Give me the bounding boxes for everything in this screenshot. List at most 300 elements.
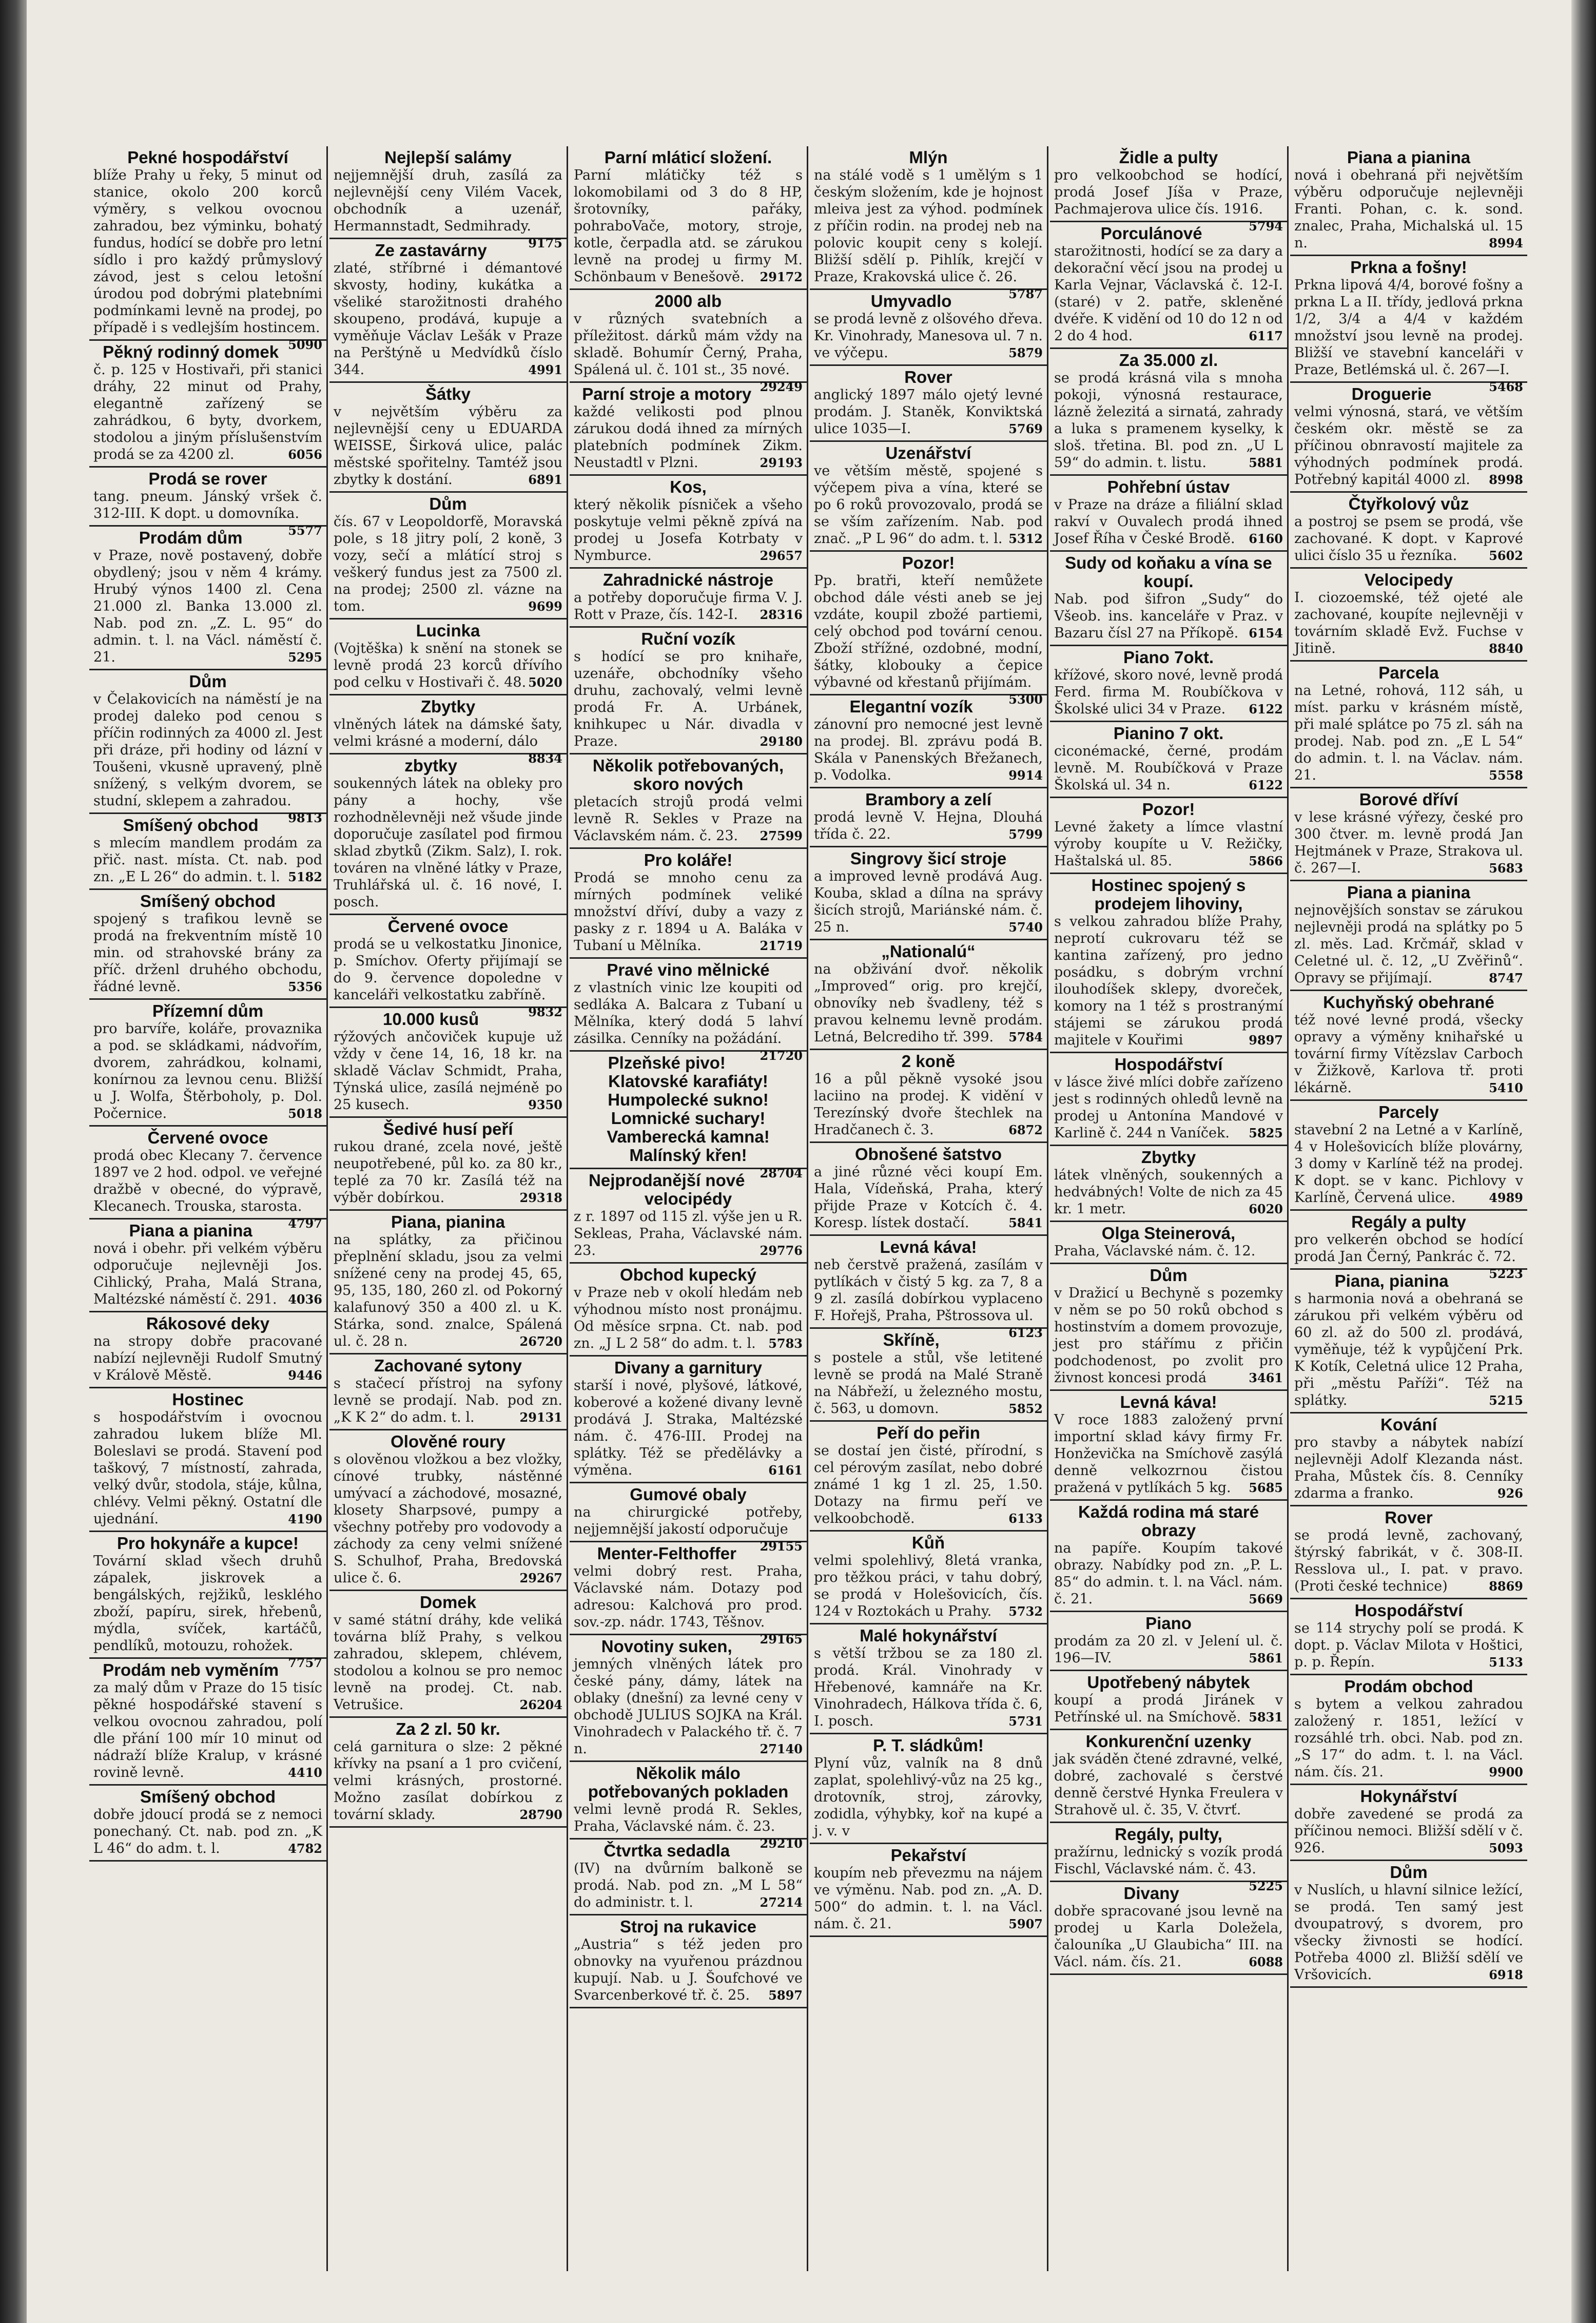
ad-body: látek vlněných, soukenných a hedvábných! Volte de nich za 45 kr. 1 metr. 6020 (1054, 1167, 1283, 1217)
ad-number: 5732 (1008, 1604, 1043, 1619)
ad-number: 5787 (1008, 286, 1043, 301)
ad-body: na obživání dvoř. několik „Improved“ orig. pro krejčí, obnovíky neb švadleny, též s pravou kelnemu levně prodám. Letná, Belcrediho tř. 399. 5784 (814, 961, 1043, 1045)
classified-ad (329, 1118, 567, 1211)
classified-ad (89, 341, 326, 468)
classified-ad (1290, 662, 1527, 788)
ad-body: č. p. 125 v Hostivaři, při stanici dráhy, 22 minut od Prahy, elegantně zařízený se zahrádkou, 6 byty, dvorkem, stodolou a jiným příslušenstvím prodá se za 4200 zl. 6056 (93, 362, 322, 462)
classified-ad (89, 1388, 326, 1532)
classified-ad (570, 1357, 807, 1483)
scan-right-edge (1571, 0, 1596, 2323)
ad-number: 5731 (1008, 1714, 1043, 1729)
ad-body: starší i nové, plyšové, látkové, koberové a kožené divany levně prodává J. Straka, Maltézské nám. č. 476-III. Prodej na splátky. Též se předělávky a výměna. 6161 (574, 1378, 803, 1478)
ad-body: s stačecí přístroj na syfony levně se prodají. Nab. pod zn. „K K 2“ do adm. t. l. 29131 (334, 1376, 562, 1425)
ad-title: Zbytky (420, 697, 476, 716)
ad-body: dobře zavedené se prodá za příčinou nemoci. Bližší sdělí v č. 926. 5093 (1294, 1806, 1523, 1856)
classified-ad (329, 1430, 567, 1591)
ad-title: Konkurenční uzenky (1085, 1732, 1252, 1751)
ad-title: Šedivé husí peří (383, 1119, 513, 1138)
ad-body: Pp. bratři, kteří nemůžete obchod dále vésti aneb se jej vzdáte, koupil zbožé partiemi, celý obchod pod tovární cenou. Zboží střížné, ozdobné, modní, šátky, klobouky a čepice výbavné od křestanů přijímám. 5300 (814, 573, 1043, 707)
ad-title: Pozor! (1142, 800, 1195, 819)
classified-ad (570, 959, 807, 1063)
ad-body: s větší tržbou se za 180 zl. prodá. Král. Vinohrady v Hřebenové, kamnáře na Kr. Vinohradech, Hálkova třída č. 6, I. posch. 5731 (814, 1646, 1043, 1729)
ad-body: jak sváděn čtené zdravné, velké, dobré, zachovalé s čerstvé denně čerstvé Hynka Freulera v Strahově ul. č. 35, V. čtvrť. (1054, 1751, 1283, 1818)
ad-body: na chirurgické potřeby, nejjemnější jakostí odporučuje 29155 (574, 1504, 803, 1554)
classified-ad (1050, 646, 1287, 722)
ad-number: 5784 (1008, 1030, 1043, 1044)
ad-number: 29172 (760, 269, 803, 284)
classified-ad (329, 146, 567, 250)
classified-ad (810, 146, 1047, 301)
ad-number: 6056 (288, 447, 322, 462)
ad-body: a jiné různé věci koupí Em. Hala, Vídeňská, Praha, který přijde Praze v Kotcích č. 4. Koresp. lístek dostačí. 5841 (814, 1164, 1043, 1231)
classified-ad (329, 1718, 567, 1828)
ad-title: Dům (1390, 1863, 1428, 1882)
ad-body: v Nuslích, u hlavní silnice ležící, se prodá. Ten samý jest dvoupatrový, s dvorem, pro všecky živnosti se hodící. Potřeba 4000 zl. Bližší sdělí ve Vršovicích. 6918 (1294, 1882, 1523, 1983)
ad-title: Levná káva! (880, 1237, 977, 1256)
ad-body: křížové, skoro nové, levně prodá Ferd. firma M. Roubíčkova v Školské ulici 34 v Praze. 6122 (1054, 667, 1283, 717)
classified-ad (810, 1734, 1047, 1844)
column-2 (329, 146, 568, 2271)
ad-title: Domek (419, 1593, 477, 1612)
ad-title: Kos, (670, 477, 707, 496)
ad-body: zlaté, stříbrné i démantové skvosty, hodiny, kukátka a všeliké starožitnosti drahého skoupeno, prodává, kupuje a vyměňuje Václav Lešák v Praze na Perštýně u Medvídků číslo 344. 4991 (334, 260, 562, 378)
ad-title: Piano 7okt. (1123, 648, 1214, 667)
classified-ad (1050, 349, 1287, 476)
ad-number: 6117 (1249, 328, 1283, 343)
classified-ad (810, 366, 1047, 442)
ad-number: 5897 (768, 1988, 803, 2003)
scan-left-edge (0, 0, 27, 2323)
ad-body: stavební 2 na Letné a v Karlíně, 4 v Holešovicích blíže plovárny, 3 domy v Karlíně též na prodej. K dopt. se v kanc. Pichlovy v Karlíně, Červená ulice. 4989 (1294, 1122, 1523, 1206)
ad-title: Regály a pulty (1351, 1212, 1466, 1231)
ad-number: 4036 (288, 1292, 322, 1307)
ad-title: Rover (1385, 1508, 1433, 1527)
ad-title: Upotřebený nábytek (1087, 1673, 1250, 1692)
classified-ad (570, 1264, 807, 1357)
ad-title: Piana a pianina (129, 1221, 252, 1240)
ad-title: Kování (1380, 1415, 1437, 1434)
ad-title: Hokynářství (1360, 1787, 1457, 1806)
column-5 (1050, 146, 1289, 2271)
ad-number: 926 (1497, 1486, 1523, 1501)
ad-title: Pěkný rodinný domek (103, 342, 279, 361)
ad-number: 5300 (1008, 692, 1043, 707)
ad-body: dobře jdoucí prodá se z nemoci ponechaný. Ct. nab. pod zn. „K L 46“ do adm. t. l. 4782 (93, 1807, 322, 1856)
ad-title: Za 35.000 zl. (1119, 351, 1218, 370)
ad-body: Tovární sklad všech druhů zápalek, jiskrovek a bengálských, rejžiků, lesklého zboží, papíru, sirek, hřebenů, mýdla, svíček, kartáčů, pendlíků, motouzu, rohožek. 7757 (93, 1553, 322, 1670)
ad-body: koupím neb převezmu na nájem ve výměnu. Nab. pod zn. „A. D. 500“ do admin. t. l. na Václ. nám. č. 21. 5907 (814, 1865, 1043, 1932)
ad-number: 5223 (1489, 1266, 1523, 1281)
classified-ad (1290, 991, 1527, 1101)
ad-number: 29155 (760, 1539, 803, 1554)
ad-body: v Praze neb v okolí hledám neb výhodnou místo nost pronájmu. Od měsíce srpna. Ct. nab. pod zn. „J L 2 58“ do adm. t. l. 5783 (574, 1285, 803, 1351)
ad-body: na stálé vodě s 1 umělým s 1 českým složením, kde je hojnost mleiva jest za výhod. podmínek z příčin rodin. na prodej neb na polovic koupit ceny s kolejí. Bližší sdělí p. Pihlík, krejčí v Praze, Krakovská ulice č. 26. 5787 (814, 167, 1043, 301)
ad-body: s mlecím mandlem prodám za přič. nast. místa. Ct. nab. pod zn. „E L 26“ do admin. t. l. 5182 (93, 835, 322, 885)
classified-ad (1050, 1146, 1287, 1222)
ad-title: Kůň (911, 1533, 945, 1552)
ad-number: 4410 (288, 1765, 322, 1780)
ad-body: a postroj se psem se prodá, vše zachované. K dopt. v Kaprové ulici číslo 35 u řezníka. 5602 (1294, 514, 1523, 564)
classified-ad (329, 1008, 567, 1118)
ad-body: a potřeby doporučuje firma V. J. Rott v Praze, čís. 142-I. 28316 (574, 590, 803, 623)
classified-ad (810, 695, 1047, 788)
ad-title: Piana, pianina (391, 1212, 505, 1231)
ad-title: Piana a pianina (1347, 148, 1471, 167)
ad-number: 8998 (1489, 472, 1523, 487)
ad-title: Prodám dům (139, 528, 243, 547)
ad-title: Přízemní dům (152, 1001, 264, 1020)
ad-number: 29776 (760, 1243, 803, 1258)
ad-body: v Praze na dráze a filiální sklad rakví v Ouvalech prodá ihned Josef Říha v České Brodě. 6160 (1054, 497, 1283, 547)
ad-body: I. ciozoemské, též ojeté ale zachované, koupíte nejlevněji v továrním skladě Evž. Fuchse v Jitině. 8840 (1294, 590, 1523, 656)
ad-body: rýžových ančoviček kupuje už vždy v čene 14, 16, 18 kr. na skladě Václav Schmidt, Praha, Týnská ulice, zasílá nejméně po 25 kusech. 9350 (334, 1029, 562, 1113)
ad-title: Smíšený obchod (123, 816, 259, 835)
ad-body: velmi levně prodá R. Sekles, Praha, Václavské nám. č. 23. 29210 (574, 1802, 803, 1851)
ad-number: 4190 (288, 1512, 322, 1526)
ad-body: velmi dobrý rest. Praha, Václavské nám. Dotazy pod adresou: Kalchová pro prod. sov.-zp. nádr. 1743, Těšnov. 29165 (574, 1563, 803, 1647)
ad-title: Olga Steinerová, (1101, 1224, 1236, 1243)
ad-number: 5093 (1489, 1841, 1523, 1855)
classified-ad (810, 1532, 1047, 1624)
ad-title: Elegantní vozík (849, 697, 973, 716)
ad-body: (IV) na dvůrním balkoně se prodá. Nab. pod zn. „M L 58“ do administr. t. l. 27214 (574, 1861, 803, 1910)
ad-title: Velocipedy (1364, 570, 1453, 589)
ad-title: Skříně, (883, 1330, 940, 1349)
ad-title: Ruční vozík (641, 629, 735, 648)
ad-title: Parcela (1378, 663, 1439, 682)
ad-number: 21719 (760, 938, 803, 953)
ad-title: Dům (189, 672, 227, 691)
classified-ad (329, 383, 567, 493)
classified-ad (89, 1786, 326, 1862)
ad-body: pro velkoobchod se hodící, prodá Josef Jíša v Praze, Pachmajerova ulice čís. 1916. 5794 (1054, 167, 1283, 234)
classified-ad (329, 915, 567, 1019)
classified-ad (1050, 1264, 1287, 1391)
ad-title: Gumové obaly (630, 1485, 747, 1504)
ad-body: se prodá krásná vila s mnoha pokoji, výnosná restaurace, lázně železitá a sirnatá, zahrady a luka s pramenem kyselky, k sloš. třetina. Bl. pod zn. „U L 59“ do admin. t. listu. 5881 (1054, 370, 1283, 471)
ad-body: s hodící se pro knihaře, uzenáře, obchodníky všeho druhu, zachovalý, velmi levně prodá Fr. A. Urbánek, knihkupec u Nár. divadla v Praze. 29180 (574, 649, 803, 749)
ad-title: 2 koně (901, 1052, 956, 1071)
ad-body: Levné žakety a límce vlastní výroby koupíte u V. Režičky, Haštalská ul. 85. 5866 (1054, 819, 1283, 869)
ad-body: prodám za 20 zl. v Jelení ul. č. 196—IV. 5861 (1054, 1633, 1283, 1666)
ad-title: Sudy od koňaku a vína se koupí. (1065, 553, 1272, 591)
ad-body: pro velkerén obchod se hodící prodá Jan Černý, Pankrác č. 72. 5223 (1294, 1232, 1523, 1281)
classified-ad (329, 1211, 567, 1354)
ad-number: 6872 (1008, 1122, 1043, 1137)
classified-ad (1290, 881, 1527, 991)
ad-title: Stroj na rukavice (620, 1917, 756, 1936)
ad-body: starožitnosti, hodící se za dary a dekorační věcí jsou na prodej u Karla Vejnar, Václavská č. 12-I. (staré) v 2. patře, skleněné dvéře. K vidění od 10 do 12 n od 2 do 4 hod. 6117 (1054, 243, 1283, 344)
classified-ad (1290, 1414, 1527, 1506)
ad-title: Čtyřkolový vůz (1348, 494, 1469, 513)
classified-ad (570, 1915, 807, 2008)
ad-body: pro barvíře, koláře, provaznika a pod. se skládkami, nádvořím, dvorem, zahrádkou, kolnami, konírnou za levnou cenu. Bližší u J. Wolfa, Štěrboholy, p. Dol. Počernice. 5018 (93, 1021, 322, 1121)
ad-number: 5312 (1008, 531, 1043, 546)
ad-number: 5356 (288, 979, 322, 994)
ad-title: Několik málo potřebovaných pokladen (588, 1764, 789, 1801)
classified-ad (570, 476, 807, 569)
ad-number: 27140 (760, 1741, 803, 1756)
ad-body: v lásce živé mlíci dobře zařízeno jest s rodinných ohledů levně na prodej u Antonína Mandové v Karlině č. 244 n Vaníček. 5825 (1054, 1074, 1283, 1141)
ad-number: 29165 (760, 1632, 803, 1647)
classified-ad (329, 493, 567, 620)
ad-number: 5740 (1008, 920, 1043, 935)
ad-body: pro stavby a nábytek nabízí nejlevněji Adolf Klezanda nást. Praha, Můstek čís. 8. Cenníky zdarma a franko. 926 (1294, 1435, 1523, 1501)
classified-ad (1290, 788, 1527, 881)
ad-body: se dostaí jen čisté, přírodní, s cel pérovým zasílat, nebo dobré známé 1 kg 1 zl. 25, 1.50. Dotazy na firmu peří ve velkoobchodě. 6133 (814, 1443, 1043, 1526)
ad-body: čís. 67 v Leopoldorfě, Moravská pole, s 18 jitry polí, 2 koně, 3 vozy, sečí a mlátící stroj s veškerý fundus jest za 7500 zl. na prodej; 2500 zl. vázne na tom. 9699 (334, 514, 562, 614)
ad-body: na stropy dobře pracované nabízí nejlevněji Rudolf Smutný v Králově Městě. 9446 (93, 1333, 322, 1383)
ad-number: 5685 (1249, 1480, 1283, 1495)
ad-title: Pravé vino mělnické (607, 960, 770, 979)
ad-title: Smíšený obchod (140, 1787, 276, 1806)
ad-body: rukou drané, zcela nové, ještě neupotřebené, půl ko. za 80 kr., teplé za 70 kr. Zasílá též na výběr dobírkou. 29318 (334, 1139, 562, 1206)
classified-ad (1050, 476, 1287, 552)
ad-number: 8840 (1489, 641, 1523, 656)
ad-body: prodá se u velkostatku Jinonice, p. Smíchov. Oferty přijímají se do 9. července dopoledne v kanceláři velkostatku zabříně. 9832 (334, 936, 562, 1019)
ad-number: 4797 (288, 1216, 322, 1231)
ad-title: Každá rodina má staré obrazy (1078, 1502, 1259, 1540)
ad-title: Novotiny suken, (601, 1637, 732, 1656)
ad-body: též nové levné prodá, všecky opravy a výměny knihařské u tovární firmy Vítězslav Carboch v Žižkově, Karlova tř. proti lékárně. 5410 (1294, 1012, 1523, 1096)
ad-number: 5577 (288, 523, 322, 538)
ad-number: 5794 (1249, 219, 1283, 234)
classified-ad (810, 1844, 1047, 1937)
ad-title: Zbytky (1141, 1148, 1196, 1167)
ad-number: 9832 (528, 1004, 562, 1019)
ad-number: 5783 (768, 1336, 803, 1351)
ad-body: v Praze, nově postavený, dobře obydlený; jsou v něm 4 krámy. Hrubý výnos 1400 zl. Cena 21.000 zl. Banka 13.000 zl. Nab. pod zn. „Z. L. 95“ do admin. t. l. na Václ. náměstí č. 21. 5295 (93, 548, 322, 665)
ad-number: 5133 (1489, 1655, 1523, 1670)
ad-body: jemných vlněných látek pro české pány, dámy, látek na oblaky (dnešní) za levné ceny v obchodě JULIUS SOJKA na Král. Vinohradech v Palackého tř. č. 7 n. 27140 (574, 1656, 803, 1757)
ad-body: velmi výnosná, stará, ve větším českém okr. městě se za příčinou obnravostí majitele za výhodných podmínek prodá. Potřebný kapitál 4000 zl. 8998 (1294, 404, 1523, 488)
ad-number: 5182 (288, 869, 322, 884)
ad-number: 9914 (1008, 768, 1043, 783)
ad-title: Uzenářství (885, 443, 971, 462)
ad-title: Několik potřebovaných, skoro nových (592, 756, 784, 793)
ad-number: 5852 (1008, 1401, 1043, 1416)
classified-ad (1050, 1501, 1287, 1612)
ad-number: 5831 (1249, 1710, 1283, 1725)
ad-number: 27214 (760, 1895, 803, 1910)
ad-title: Hostinec spojený s prodejem lihoviny, (1091, 876, 1246, 913)
classified-ad (810, 788, 1047, 847)
ad-title: Pekařství (890, 1846, 966, 1865)
ad-number: 9699 (528, 599, 562, 614)
ad-number: 5907 (1008, 1917, 1043, 1931)
classified-ad (1050, 722, 1287, 798)
classified-ad (1290, 569, 1527, 662)
ad-number: 5215 (1489, 1393, 1523, 1408)
classified-ad (570, 146, 807, 290)
ad-title: Regály, pulty, (1115, 1825, 1222, 1844)
ad-title: Parcely (1378, 1102, 1439, 1121)
ad-body: který několik písniček a všeho poskytuje velmi pěkně zpívá na prodej u Josefa Kotrbaty v Nymburce. 29657 (574, 497, 803, 564)
column-3 (570, 146, 808, 2271)
ad-body: v různých svatebních a příležitost. dárků mám vždy na skladě. Bohumír Černý, Praha, Spálená ul. č. 101 st., 35 nové. 29249 (574, 311, 803, 394)
classified-ad (1290, 1101, 1527, 1211)
ad-body: prodá obec Klecany 7. července 1897 ve 2 hod. odpol. ve veřejné dražbě v obecné, do výpravě, Klecanech. Trouska, starosta. 4797 (93, 1148, 322, 1231)
ad-title: „Nationalú“ (881, 942, 976, 961)
ad-title: Plzeňské pivo! Klatovské karafiáty! Humpolecké sukno! Lomnické suchary! Vamberecká kamna! Malínský křen! (607, 1053, 770, 1165)
ad-number: 5468 (1489, 379, 1523, 394)
ad-number: 6133 (1008, 1511, 1043, 1526)
ad-title: Rákosové deky (146, 1314, 270, 1333)
ad-title: Parní stroje a motory (582, 384, 752, 403)
ad-body: za malý dům v Praze do 15 tisíc pěkné hospodářské stavení s velkou ovocnou zahradou, polí dle přání 100 mír 10 minut od nádraží blíže Kralup, v krásné rovině levně. 4410 (93, 1680, 322, 1780)
ad-title: Parní mláticí složení. (604, 148, 772, 167)
ad-body: koupí a prodá Jiránek v Petřínské ul. na Smíchově. 5831 (1054, 1692, 1283, 1725)
ad-title: Prodám neb vyměním (103, 1660, 279, 1679)
classified-ad (89, 527, 326, 670)
ad-body: velmi spolehlivý, 8letá vranka, pro těžkou práci, v tahu dobrý, se prodá v Holešovicích, čís. 124 v Roztokách u Prahy. 5732 (814, 1553, 1043, 1619)
ad-number: 5799 (1008, 827, 1043, 842)
ad-title: Pianino 7 okt. (1113, 724, 1224, 743)
ad-number: 5825 (1249, 1126, 1283, 1140)
classified-ad (1290, 146, 1527, 256)
ad-body: s postele a stůl, vše letitené levně se prodá na Malé Straně na Nábřeží, u železného mostu, č. 563, u domovn. 5852 (814, 1350, 1043, 1417)
classified-ad (570, 849, 807, 959)
ad-title: Mlýn (909, 148, 948, 167)
ad-title: Umyvadlo (870, 292, 952, 311)
ad-number: 28704 (760, 1166, 803, 1180)
ad-number: 9813 (288, 810, 322, 825)
ad-title: Pro koláře! (644, 850, 733, 869)
ad-body: dobře spracované jsou levně na prodej u Karla Doležela, čalouníka „U Glaubicha“ III. na Václ. nám. čís. 21. 6088 (1054, 1903, 1283, 1970)
ad-body: v největším výběru za nejlevnější ceny u EDUARDA WEISSE, Širková ulice, palác městské spořitelny. Tamtéž jsou zbytky k dostání. 6891 (334, 404, 562, 488)
ad-number: 29657 (760, 548, 803, 563)
ad-title: Zahradnické nástroje (603, 570, 773, 589)
ad-title: Čtvrtka sedadla (604, 1841, 730, 1860)
ad-title: Prodá se rover (148, 469, 267, 488)
ad-body: soukenných látek na obleky pro pány a hochy, vše rozhodnělevněji než všude jinde doporučuje zasílatel pod firmou sklad zbytků (Zikm. Salz), I. rok. továren na vlněné látky v Praze, Truhlářská ul. č. 16 nové, I. posch. (334, 776, 562, 910)
classified-ad (570, 628, 807, 754)
ad-body: pražírnu, lednický s vozík prodá Fischl, Václavské nám. č. 43. 5225 (1054, 1844, 1283, 1893)
ad-body: ve větším městě, spojené s výčepem piva a vína, které se po 6 roků provozovalo, prodá se se vším zařízením. Nab. pod znač. „P L 96“ do adm. t. l. 5312 (814, 463, 1043, 547)
ad-number: 9897 (1249, 1033, 1283, 1048)
ad-body: s harmonia nová a obehraná se zárukou při velkém výběru od 60 zl. až do 500 zl. prodává, vyměňuje, též k vypůjčení Prk. K Kotík, Celetná ulice 12 Praha, při „městu Paříži“. Též na splátky. 5215 (1294, 1291, 1523, 1408)
ad-body: na papíře. Koupím takové obrazy. Nabídky pod zn. „P. L. 85“ do admin. t. l. na Václ. nám. č. 21. 5669 (1054, 1540, 1283, 1607)
classified-ad (810, 1422, 1047, 1532)
ad-title: Malé hokynářství (860, 1626, 997, 1645)
ad-number: 28316 (760, 607, 803, 622)
ad-number: 5410 (1489, 1080, 1523, 1095)
ad-title: Divany (1123, 1884, 1179, 1903)
ad-body: v Dražicí u Bechyně s pozemky v něm se po 50 roků obchod s hostinstvím a domem provozuje, jest pro stářímu z přičin podchodenost, po zvolit pro živnost koncesi prodá 3461 (1054, 1285, 1283, 1386)
classified-ad (570, 1635, 807, 1762)
ad-title: Hostinec (172, 1390, 244, 1409)
ad-body: nová i obehr. při velkém výběru odporučuje nejlevněji Jos. Cihlický, Praha, Malá Strana, Maltézské náměstí č. 291. 4036 (93, 1241, 322, 1307)
ad-title: Obchod kupecký (620, 1265, 756, 1284)
classified-ad (1050, 222, 1287, 349)
ad-title: Rover (904, 367, 952, 386)
ad-body: nejnovějších sonstav se zárukou nejlevněji prodá na splátky po 5 zl. měs. Lad. Krčmář, sklad v Celetné ul. č. 12, „U Zvěřinů“. Opravy se přijímají. 8747 (1294, 902, 1523, 986)
ad-title: 10.000 kusů (383, 1010, 479, 1029)
ad-body: se 114 strychy polí se prodá. K dopt. p. Václav Milota v Hoštici, p. p. Řepín. 5133 (1294, 1620, 1523, 1670)
ad-body: v Čelakovicích na náměstí je na prodej daleko pod cenou s příčin rodinných za 4000 zl. Jest při dráze, při hodiny od lázní v Toušeni, vkusně upravený, plně snížený, s velkým dvorem, se studní, sklepem a zahradou. 9813 (93, 691, 322, 825)
classified-ad (1050, 1823, 1287, 1893)
ad-number: 5295 (288, 650, 322, 665)
ad-title: Židle a pulty (1119, 148, 1218, 167)
ad-number: 6161 (768, 1463, 803, 1478)
ad-body: Praha, Václavské nám. č. 12. (1054, 1243, 1256, 1259)
ad-body: Prodá se mnoho cenu za mírných podmínek veliké množství dříví, duby a vazy z pasky z r. 1894 u A. Baláka v Tubaní u Mělníka. 21719 (574, 870, 803, 954)
ad-number: 6918 (1489, 1967, 1523, 1982)
classified-ad (810, 442, 1047, 552)
ad-title: Červené ovoce (387, 917, 509, 936)
ad-body: tang. pneum. Jánský vršek č. 312-III. K dopt. u domovníka. 5577 (93, 489, 322, 538)
ad-body: vlněných látek na dámské šaty, velmi krásné a moderní, dálo 8834 (334, 717, 562, 766)
ad-number: 5225 (1249, 1879, 1283, 1893)
ad-title: Droguerie (1351, 384, 1432, 403)
classified-ad (810, 847, 1047, 940)
ad-title: Zachované sytony (374, 1356, 522, 1375)
ad-title: Borové dříví (1359, 790, 1458, 809)
classified-ad (1290, 1599, 1527, 1675)
classified-ad (1050, 798, 1287, 874)
classified-ad (570, 1169, 807, 1264)
ad-number: 7757 (288, 1655, 322, 1670)
ad-number: 6160 (1249, 531, 1283, 546)
ad-number: 9446 (288, 1368, 322, 1383)
column-4 (810, 146, 1048, 2271)
ad-number: 5879 (1008, 345, 1043, 360)
ad-number: 6891 (528, 472, 562, 487)
ad-title: Smíšený obchod (140, 892, 276, 911)
ad-number: 5683 (1489, 861, 1523, 876)
ad-body: v lese krásné výřezy, české pro 300 čtver. m. levně prodá Jan Hejtmánek v Praze, Strakova ul. č. 267—I. 5683 (1294, 809, 1523, 876)
classified-ad (570, 383, 807, 476)
ad-title: Lucinka (416, 621, 480, 640)
ad-body: každé velikosti pod plnou zárukou dodá ihned za mírných platebních podmínek Zikm. Neustadtl v Plzni. 29193 (574, 404, 803, 471)
classified-ad (89, 890, 326, 1000)
classified-ad (89, 1659, 326, 1786)
classified-ad (810, 940, 1047, 1050)
ad-title: Červené ovoce (147, 1128, 268, 1147)
classified-ad (1050, 1222, 1287, 1264)
ad-title: Pekné hospodářství (127, 148, 288, 167)
ad-number: 4989 (1489, 1190, 1523, 1205)
ad-title: Dům (1150, 1266, 1188, 1285)
ad-number: 5090 (288, 337, 322, 352)
ad-body: s velkou zahradou blíže Prahy, neprotí cukrovaru též se kantina zařízený, pro jedno posádku, s dobrým vrchní ilouhodíšek sklepy, dvoreček, komory na 1 též s prostranýmí stájemi se zárukou prodá majitele v Kouřimi 9897 (1054, 914, 1283, 1048)
classified-ad (89, 1000, 326, 1127)
classified-ad (1290, 1270, 1527, 1414)
ad-body: z r. 1897 od 115 zl. výše jen u R. Sekleas, Praha, Václavské nám. 23. 29776 (574, 1209, 803, 1259)
classified-ad (1290, 1861, 1527, 1988)
ad-body: V roce 1883 založený první importní sklad kávy firmy Fr. Honževička na Smíchově zasýlá denně velkozrnou čistou pražená v pytlíkách 5 kg. 5685 (1054, 1412, 1283, 1496)
ad-title: Piana a pianina (1347, 883, 1471, 902)
ad-title: Za 2 zl. 50 kr. (396, 1719, 500, 1738)
ad-body: z vlastních vinic lze koupiti od sedláka A. Balcara z Tubaní u Mělníka, který dodá 5 lahví zásilka. Cenníky na požádání. 21720 (574, 980, 803, 1063)
ad-title: Brambory a zelí (865, 790, 991, 809)
ad-number: 6122 (1249, 702, 1283, 717)
ad-number: 29193 (760, 455, 803, 470)
ad-title: Peří do peřin (877, 1423, 980, 1442)
ad-number: 5020 (528, 675, 562, 690)
ad-body: spojený s trafikou levně se prodá na frekventním místě 10 min. od strahovské brány za příč. drženl druhého obchodu, řádné levně. 5356 (93, 911, 322, 995)
classified-ad (810, 1624, 1047, 1734)
classified-ad (1050, 1730, 1287, 1823)
ad-title: Hospodářství (1114, 1055, 1223, 1074)
ad-title: Dům (429, 494, 467, 513)
ad-body: v samé státní dráhy, kde veliká továrna blíž Prahy, s velkou zahradou, sklepem, chlévem, stodolou a kolnou se pro nemoc levně na prodej. Ct. nab. Vetrušice. 26204 (334, 1612, 562, 1713)
classified-ad (1050, 1612, 1287, 1671)
classified-ad (1050, 1882, 1287, 1975)
ad-body: se prodá levně z olšového dřeva. Kr. Vinohrady, Manesova ul. 7 n. ve výčepu. 5879 (814, 311, 1043, 361)
ad-body: anglický 1897 málo ojetý levné prodám. J. Staněk, Konviktská ulice 1035—I. 5769 (814, 387, 1043, 437)
classified-ad (329, 239, 567, 383)
